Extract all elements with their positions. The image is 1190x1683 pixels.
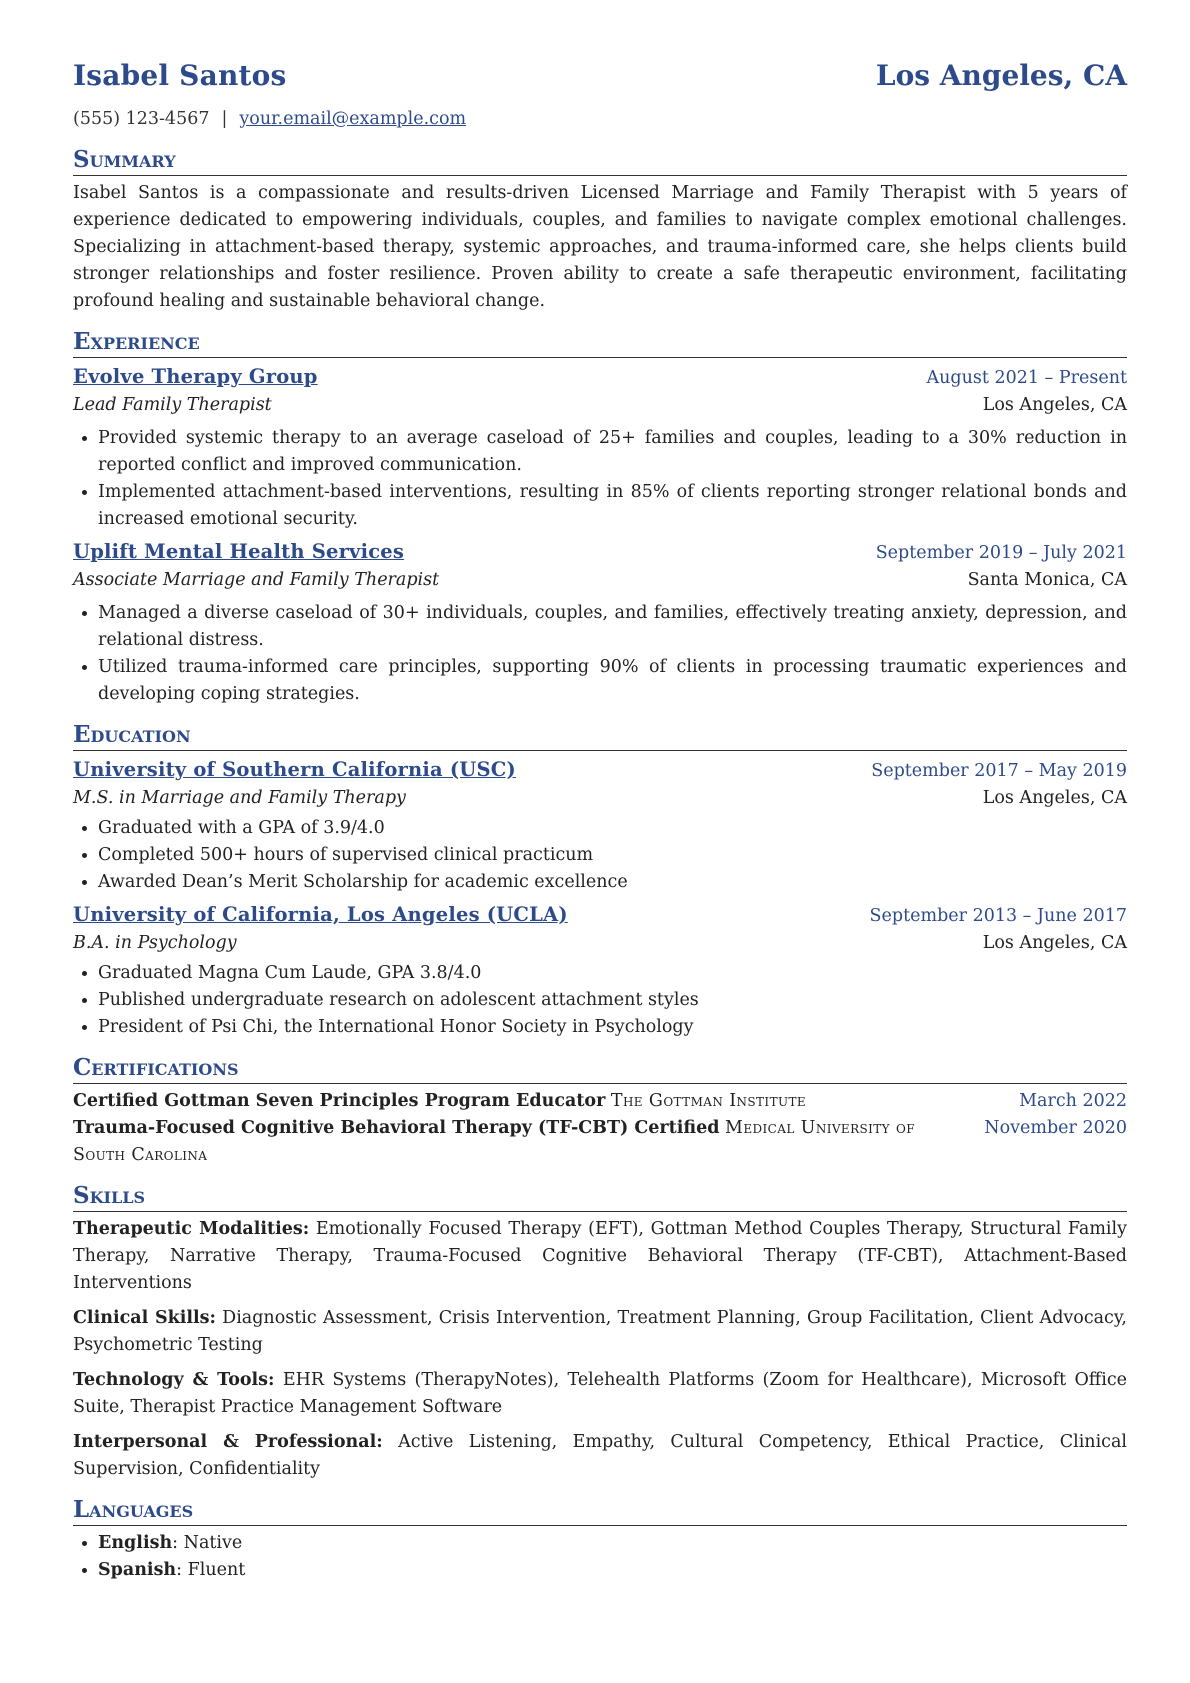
- language-name: Spanish: [98, 1560, 177, 1580]
- job-dates: September 2019 – July 2021: [875, 543, 1127, 563]
- education-entry: [73, 756, 1127, 896]
- certification-name: Trauma-Focused Cognitive Behavioral Therapy (TF-CBT) Certified: [73, 1118, 720, 1138]
- job-title: Lead Family Therapist: [73, 395, 272, 415]
- list-item: • Provided systemic therapy to an average caseload of 25+ families and couples, leading to a 30% reduction in reported conflict and improved communication.: [98, 425, 1127, 479]
- resume-header: [73, 59, 1127, 104]
- list-item: • Utilized trauma-informed care principles, supporting 90% of clients in processing traumatic experiences and developing coping strategies.: [98, 654, 1127, 708]
- school-location: Los Angeles, CA: [982, 933, 1127, 953]
- school-link[interactable]: University of Southern California (USC): [73, 758, 516, 781]
- list-item: [98, 1530, 1127, 1557]
- language-level: : Native: [172, 1533, 243, 1553]
- candidate-location: Los Angeles, CA: [875, 59, 1127, 92]
- job-bullets: [73, 600, 1127, 708]
- degree: B.A. in Psychology: [73, 933, 237, 953]
- job-bullets: [73, 425, 1127, 533]
- skill-group-text: Active Listening, Empathy, Cultural Competency, Ethical Practice, Clinical Supervision, Confidentiality: [73, 1432, 1127, 1479]
- candidate-name: Isabel Santos: [73, 59, 287, 92]
- experience-entry: [73, 538, 1127, 708]
- job-location: Los Angeles, CA: [982, 395, 1127, 415]
- certification-item: [73, 1088, 1127, 1115]
- school-bullets: [73, 960, 1127, 1041]
- list-item: • Awarded Dean’s Merit Scholarship for academic excellence: [98, 869, 1127, 896]
- contact-separator: |: [221, 109, 228, 129]
- list-item: • President of Psi Chi, the International Honor Society in Psychology: [98, 1014, 1127, 1041]
- certification-issuer: The Gottman Institute: [610, 1091, 807, 1111]
- skill-group-text: EHR Systems (TherapyNotes), Telehealth Platforms (Zoom for Healthcare), Microsoft Office Suite, Therapist Practice Management Software: [73, 1370, 1127, 1417]
- certification-date: March 2022: [1019, 1091, 1127, 1111]
- section-title-skills: Skills: [73, 1182, 1127, 1212]
- certification-name: Certified Gottman Seven Principles Program Educator: [73, 1091, 606, 1111]
- skill-group-label: Clinical Skills:: [73, 1308, 216, 1328]
- phone-number: (555) 123-4567: [73, 109, 210, 129]
- skill-group: [73, 1216, 1127, 1297]
- language-list: [73, 1530, 1127, 1584]
- language-name: English: [98, 1533, 173, 1553]
- section-title-experience: Experience: [73, 328, 1127, 358]
- list-item: • Managed a diverse caseload of 30+ individuals, couples, and families, effectively treating anxiety, depression, and relational distress.: [98, 600, 1127, 654]
- job-title: Associate Marriage and Family Therapist: [73, 570, 440, 590]
- section-title-summary: Summary: [73, 146, 1127, 176]
- degree: M.S. in Marriage and Family Therapy: [73, 788, 406, 808]
- section-title-certifications: Certifications: [73, 1054, 1127, 1084]
- resume-page: [73, 59, 1127, 1584]
- school-link[interactable]: University of California, Los Angeles (UCLA): [73, 903, 568, 926]
- list-item: • Implemented attachment-based interventions, resulting in 85% of clients reporting stronger relational bonds and increased emotional security.: [98, 479, 1127, 533]
- skill-group-label: Technology & Tools:: [73, 1370, 275, 1390]
- education-entry: [73, 901, 1127, 1041]
- certification-item: [73, 1115, 1127, 1169]
- skill-group-text: Diagnostic Assessment, Crisis Intervention, Treatment Planning, Group Facilitation, Client Advocacy, Psychometric Testing: [73, 1308, 1127, 1355]
- section-title-languages: Languages: [73, 1496, 1127, 1526]
- job-location: Santa Monica, CA: [967, 570, 1127, 590]
- list-item: • Published undergraduate research on adolescent attachment styles: [98, 987, 1127, 1014]
- school-dates: September 2017 – May 2019: [871, 761, 1127, 781]
- experience-entry: [73, 363, 1127, 533]
- certification-issuer: Medical University of South Carolina: [73, 1118, 915, 1165]
- job-dates: August 2021 – Present: [926, 368, 1127, 388]
- skill-group-label: Therapeutic Modalities:: [73, 1219, 310, 1239]
- list-item: [98, 1557, 1127, 1584]
- contact-line: [73, 106, 1127, 133]
- list-item: • Graduated Magna Cum Laude, GPA 3.8/4.0: [98, 960, 1127, 987]
- list-item: • Completed 500+ hours of supervised clinical practicum: [98, 842, 1127, 869]
- list-item: • Graduated with a GPA of 3.9/4.0: [98, 815, 1127, 842]
- skill-group: [73, 1305, 1127, 1359]
- language-level: : Fluent: [176, 1560, 246, 1580]
- email-link[interactable]: your.email@example.com: [239, 109, 467, 129]
- certification-date: November 2020: [984, 1118, 1127, 1138]
- school-bullets: [73, 815, 1127, 896]
- section-title-education: Education: [73, 721, 1127, 751]
- employer-link[interactable]: Evolve Therapy Group: [73, 365, 318, 388]
- school-location: Los Angeles, CA: [982, 788, 1127, 808]
- summary-text: Isabel Santos is a compassionate and results-driven Licensed Marriage and Family Therapist with 5 years of experience dedicated to empowering individuals, couples, and families to navigate complex emotional challenges. Specializing in attachment-based therapy, systemic approaches, and trauma-informed care, she helps clients build stronger relationships and foster resilience. Proven ability to create a safe therapeutic environment, facilitating profound healing and sustainable behavioral change.: [73, 183, 1127, 311]
- skill-group: [73, 1429, 1127, 1483]
- school-dates: September 2013 – June 2017: [869, 906, 1127, 926]
- skill-group: [73, 1367, 1127, 1421]
- skill-group-label: Interpersonal & Professional:: [73, 1432, 383, 1452]
- employer-link[interactable]: Uplift Mental Health Services: [73, 540, 405, 563]
- skill-group-text: Emotionally Focused Therapy (EFT), Gottman Method Couples Therapy, Structural Family Therapy, Narrative Therapy, Trauma-Focused Cognitive Behavioral Therapy (TF-CBT), Attachment-Based Interventions: [73, 1219, 1127, 1293]
